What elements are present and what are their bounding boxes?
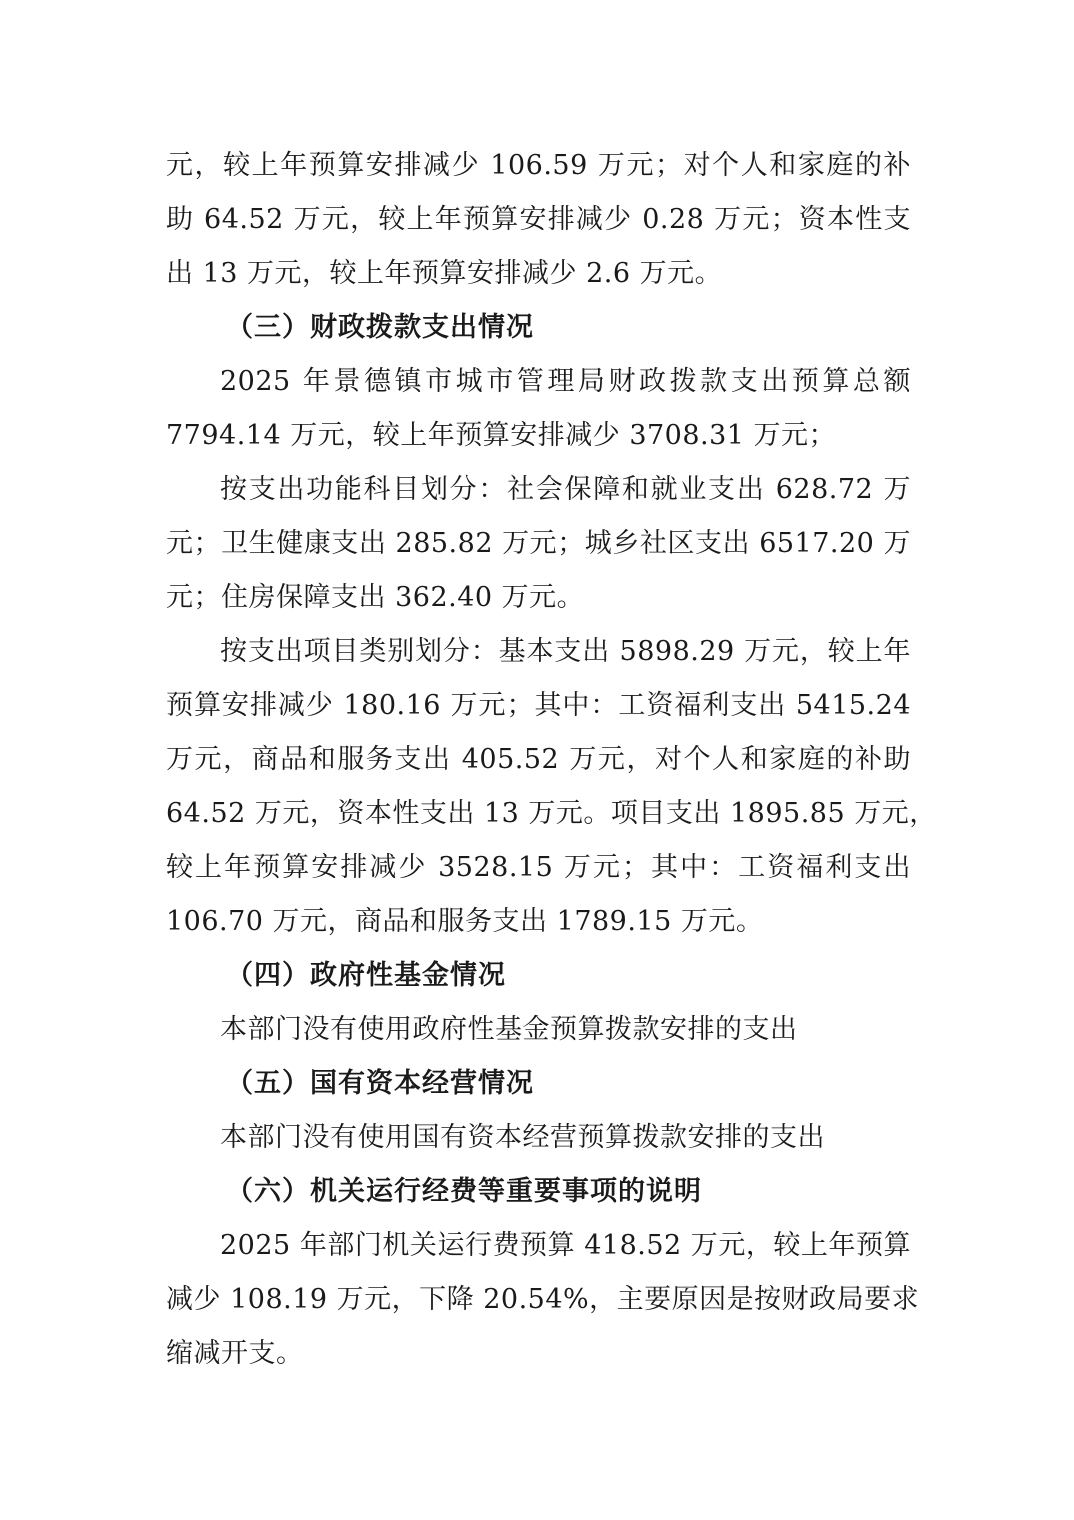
- body-text-line: 元，较上年预算安排减少 106.59 万元；对个人和家庭的补: [166, 150, 911, 181]
- body-text-line: 7794.14 万元，较上年预算安排减少 3708.31 万元；: [166, 420, 837, 451]
- body-text-line: 较上年预算安排减少 3528.15 万元；其中：工资福利支出: [166, 852, 911, 883]
- body-text-line: 本部门没有使用国有资本经营预算拨款安排的支出: [220, 1122, 825, 1153]
- section-heading-six: （六）机关运行经费等重要事项的说明: [226, 1176, 702, 1207]
- body-text-line: 2025 年景德镇市城市管理局财政拨款支出预算总额: [220, 366, 911, 397]
- body-text-line: 万元，商品和服务支出 405.52 万元，对个人和家庭的补助: [166, 744, 911, 775]
- section-heading-three: （三）财政拨款支出情况: [226, 312, 534, 343]
- body-text-line: 106.70 万元，商品和服务支出 1789.15 万元。: [166, 906, 764, 937]
- body-text-line: 2025 年部门机关运行费预算 418.52 万元，较上年预算: [220, 1230, 911, 1261]
- body-text-line: 元；卫生健康支出 285.82 万元；城乡社区支出 6517.20 万: [166, 528, 911, 559]
- body-text-line: 元；住房保障支出 362.40 万元。: [166, 582, 585, 613]
- body-text-line: 助 64.52 万元，较上年预算安排减少 0.28 万元；资本性支: [166, 204, 911, 235]
- section-heading-four: （四）政府性基金情况: [226, 960, 506, 991]
- body-text-line: 本部门没有使用政府性基金预算拨款安排的支出: [220, 1014, 798, 1045]
- body-text-line: 64.52 万元，资本性支出 13 万元。项目支出 1895.85 万元，: [166, 798, 937, 829]
- section-heading-five: （五）国有资本经营情况: [226, 1068, 534, 1099]
- body-text-line: 出 13 万元，较上年预算安排减少 2.6 万元。: [166, 258, 723, 289]
- body-text-line: 缩减开支。: [166, 1338, 304, 1369]
- body-text-line: 按支出功能科目划分：社会保障和就业支出 628.72 万: [220, 474, 911, 505]
- body-text-line: 按支出项目类别划分：基本支出 5898.29 万元，较上年: [220, 636, 911, 667]
- body-text-line: 预算安排减少 180.16 万元；其中：工资福利支出 5415.24: [166, 690, 911, 721]
- body-text-line: 减少 108.19 万元，下降 20.54%，主要原因是按财政局要求: [166, 1284, 920, 1315]
